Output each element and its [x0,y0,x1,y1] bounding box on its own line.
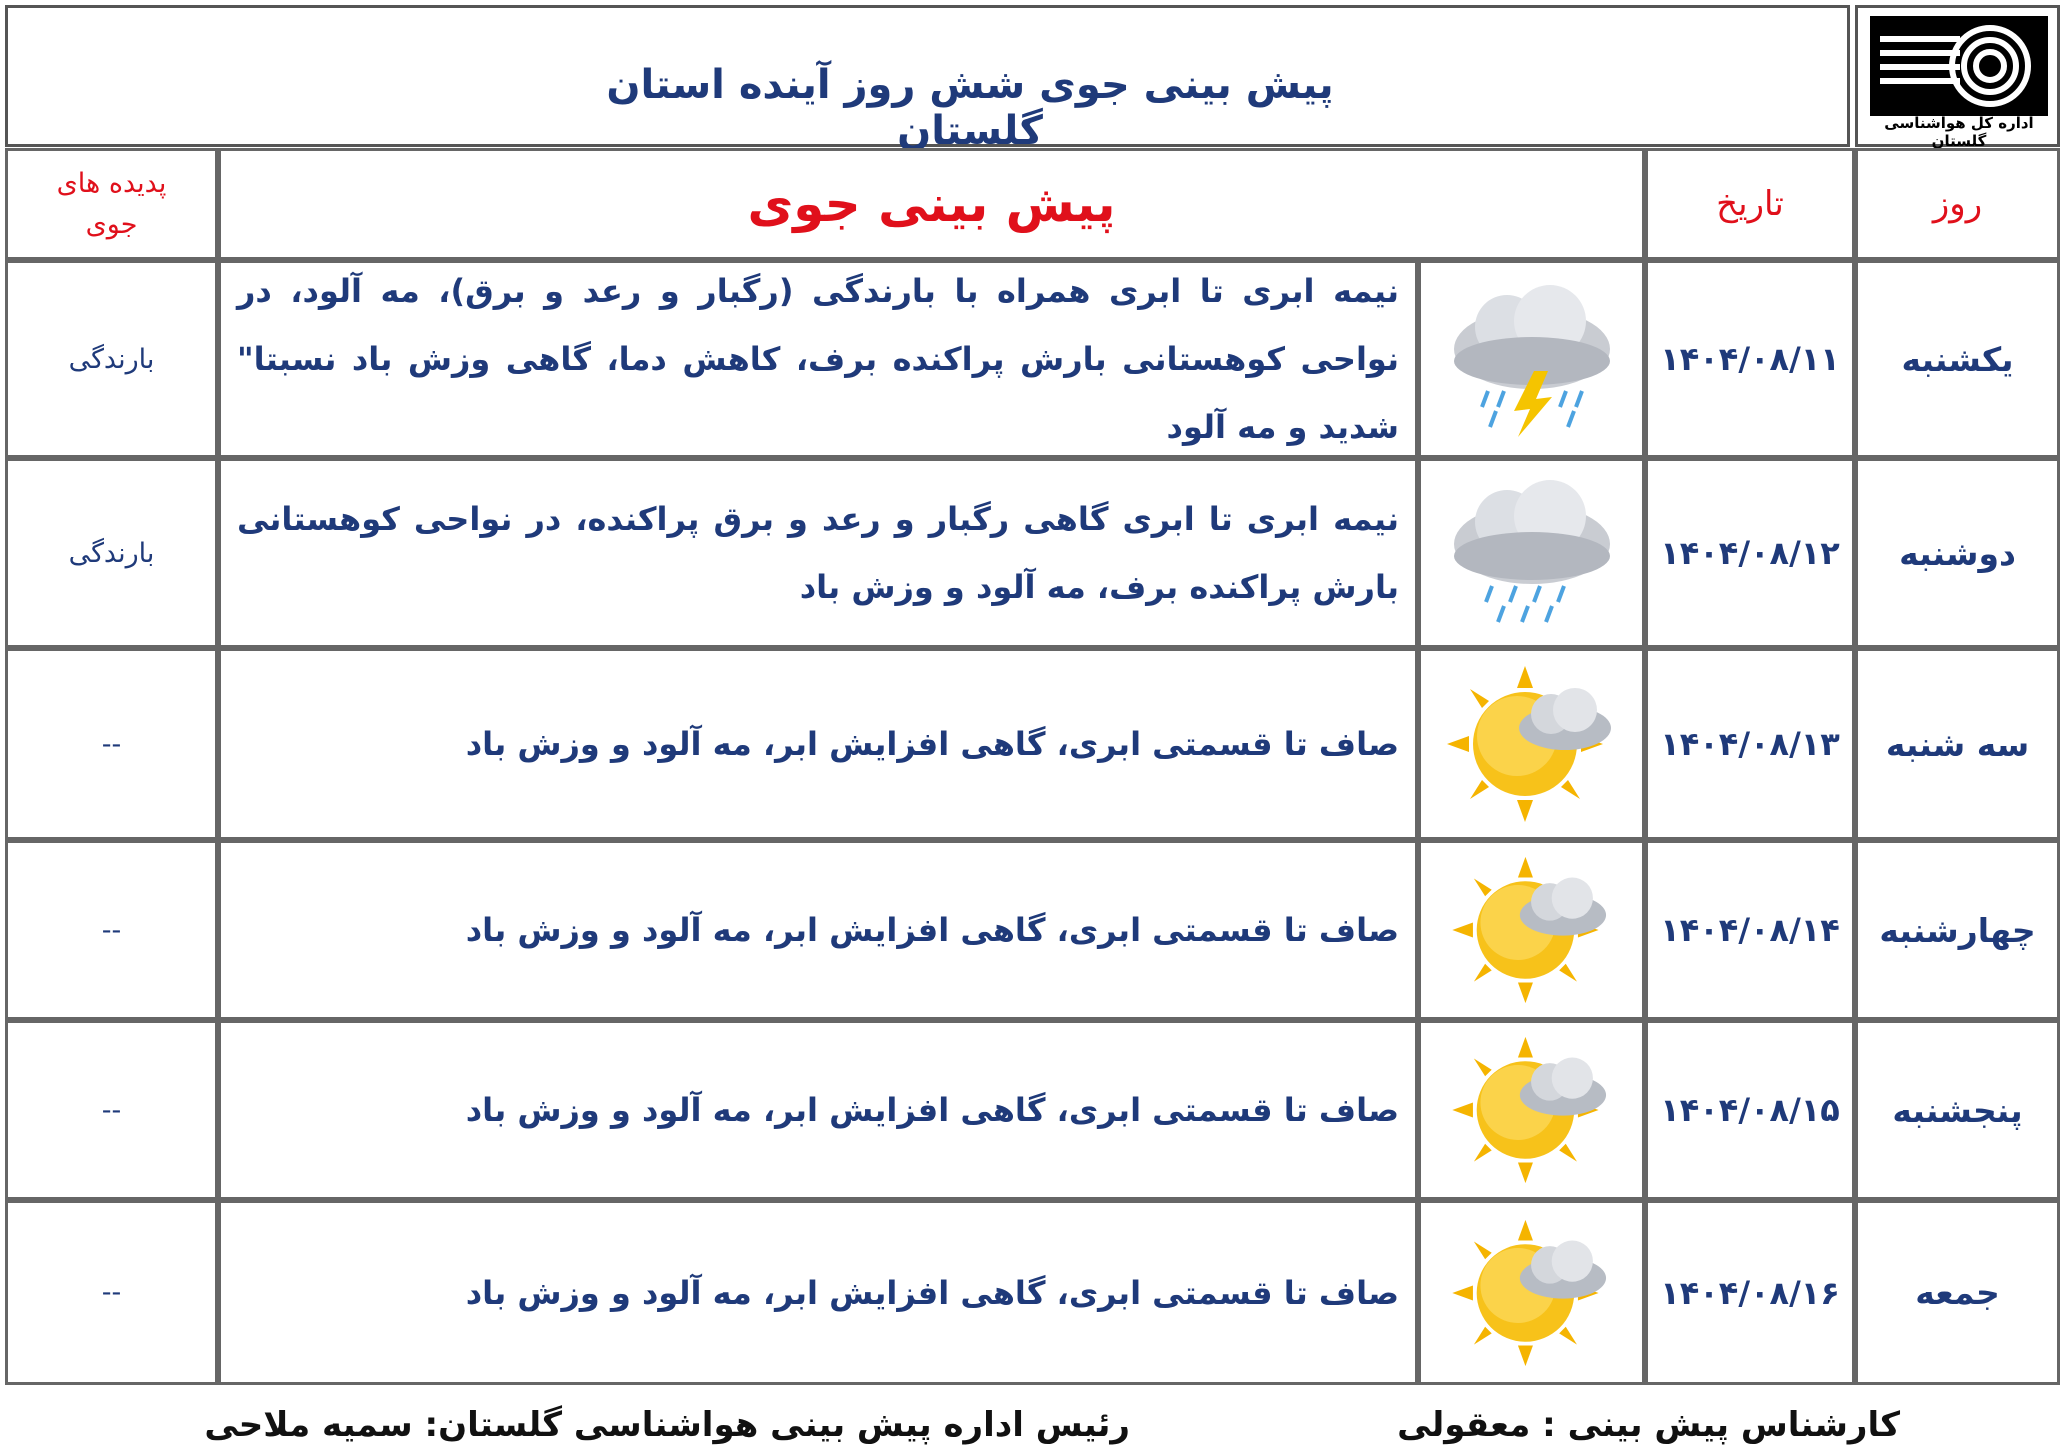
partly-cloudy-sun-icon [1447,664,1617,824]
header-day-cell [1855,148,2060,260]
row-5-phenomena: -- [101,1094,122,1126]
header-forecast: پیش بینی جوی [747,175,1116,233]
row-2-forecast: نیمه ابری تا ابری گاهی رگبار و رعد و برق پراکنده، در نواحی کوهستانی بارش پراکنده برف، مه آلود و وزش باد [237,500,1399,606]
row-4-forecast: صاف تا قسمتی ابری، گاهی افزایش ابر، مه آلود و وزش باد [465,911,1399,949]
row-5-day-cell [1855,1020,2060,1200]
row-2-date-cell [1645,458,1855,648]
row-1-phenomena: بارندگی [68,343,155,375]
forecast-expert: کارشناس پیش بینی : معقولی [1397,1405,1900,1445]
row-5-forecast-cell [218,1020,1418,1200]
partly-cloudy-sun-icon [1452,855,1612,1005]
row-3-date-cell [1645,648,1855,840]
rain-cloud-icon [1442,478,1622,628]
header-phenomena-line1: پدیده های [56,168,167,199]
row-4-icon-cell [1418,840,1645,1020]
page-title: پیش بینی جوی شش روز آینده استان گلستان [606,62,1334,154]
row-3-phenomena-cell [5,648,218,840]
row-6-day: جمعه [1915,1273,2000,1312]
row-3-phenomena: -- [101,728,122,760]
row-6-day-cell [1855,1200,2060,1385]
row-4-day: چهارشنبه [1879,910,2036,950]
logo-caption: اداره کل هواشناسی گلستان [1884,114,2034,150]
row-2-phenomena: بارندگی [68,537,155,569]
row-6-date-cell [1645,1200,1855,1385]
row-4-phenomena: -- [101,914,122,946]
row-1-day-cell [1855,260,2060,458]
partly-cloudy-sun-icon [1452,1035,1612,1185]
row-1-forecast-cell [218,260,1418,458]
organization-logo [1870,16,2048,116]
row-4-phenomena-cell [5,840,218,1020]
row-1-day: یکشنبه [1901,339,2014,379]
row-1-icon-cell [1418,260,1645,458]
row-6-phenomena: -- [101,1277,122,1308]
department-head: رئیس اداره پیش بینی هواشناسی گلستان: سمیه ملاحی [204,1405,1130,1445]
row-3-date: ۱۴۰۴/۰۸/۱۳ [1660,725,1840,763]
row-3-forecast: صاف تا قسمتی ابری، گاهی افزایش ابر، مه آلود و وزش باد [465,725,1399,763]
header-date: تاریخ [1716,184,1784,224]
row-4-date-cell [1645,840,1855,1020]
row-1-date: ۱۴۰۴/۰۸/۱۱ [1660,340,1840,378]
row-5-icon-cell [1418,1020,1645,1200]
logo-box [1855,5,2060,150]
row-6-icon-cell [1418,1200,1645,1385]
row-2-day-cell [1855,458,2060,648]
row-4-forecast-cell [218,840,1418,1020]
row-4-day-cell [1855,840,2060,1020]
row-3-icon-cell [1418,648,1645,840]
row-6-date: ۱۴۰۴/۰۸/۱۶ [1660,1273,1840,1312]
row-5-date-cell [1645,1020,1855,1200]
row-5-phenomena-cell [5,1020,218,1200]
row-3-forecast-cell [218,648,1418,840]
header-date-cell [1645,148,1855,260]
partly-cloudy-sun-icon [1452,1218,1612,1368]
row-1-date-cell [1645,260,1855,458]
rain-thunder-cloud-icon [1442,279,1622,439]
row-6-forecast-cell [218,1200,1418,1385]
row-2-phenomena-cell [5,458,218,648]
row-3-day-cell [1855,648,2060,840]
row-6-forecast: صاف تا قسمتی ابری، گاهی افزایش ابر، مه آلود و وزش باد [465,1273,1399,1312]
row-2-icon-cell [1418,458,1645,648]
row-1-forecast: نیمه ابری تا ابری همراه با بارندگی (رگبار و رعد و برق)، مه آلود، در نواحی کوهستانی بارش پراکنده برف، کاهش دما، گاهی وزش باد نسبتا" شدید و مه آلود [237,272,1399,446]
row-3-day: سه شنبه [1885,724,2030,764]
row-5-forecast: صاف تا قسمتی ابری، گاهی افزایش ابر، مه آلود و وزش باد [465,1091,1399,1129]
row-4-date: ۱۴۰۴/۰۸/۱۴ [1660,911,1840,949]
row-2-date: ۱۴۰۴/۰۸/۱۲ [1660,534,1840,572]
row-6-phenomena-cell [5,1200,218,1385]
header-phenomena-cell [5,148,218,260]
row-1-phenomena-cell [5,260,218,458]
row-5-date: ۱۴۰۴/۰۸/۱۵ [1660,1091,1840,1129]
header-day: روز [1932,184,1983,224]
row-2-forecast-cell [218,458,1418,648]
meteorological-organization-icon [1870,16,2048,116]
header-forecast-cell [218,148,1645,260]
header-phenomena-line2: جوی [85,209,138,240]
row-5-day: پنجشنبه [1892,1090,2023,1130]
row-2-day: دوشنبه [1899,533,2016,573]
